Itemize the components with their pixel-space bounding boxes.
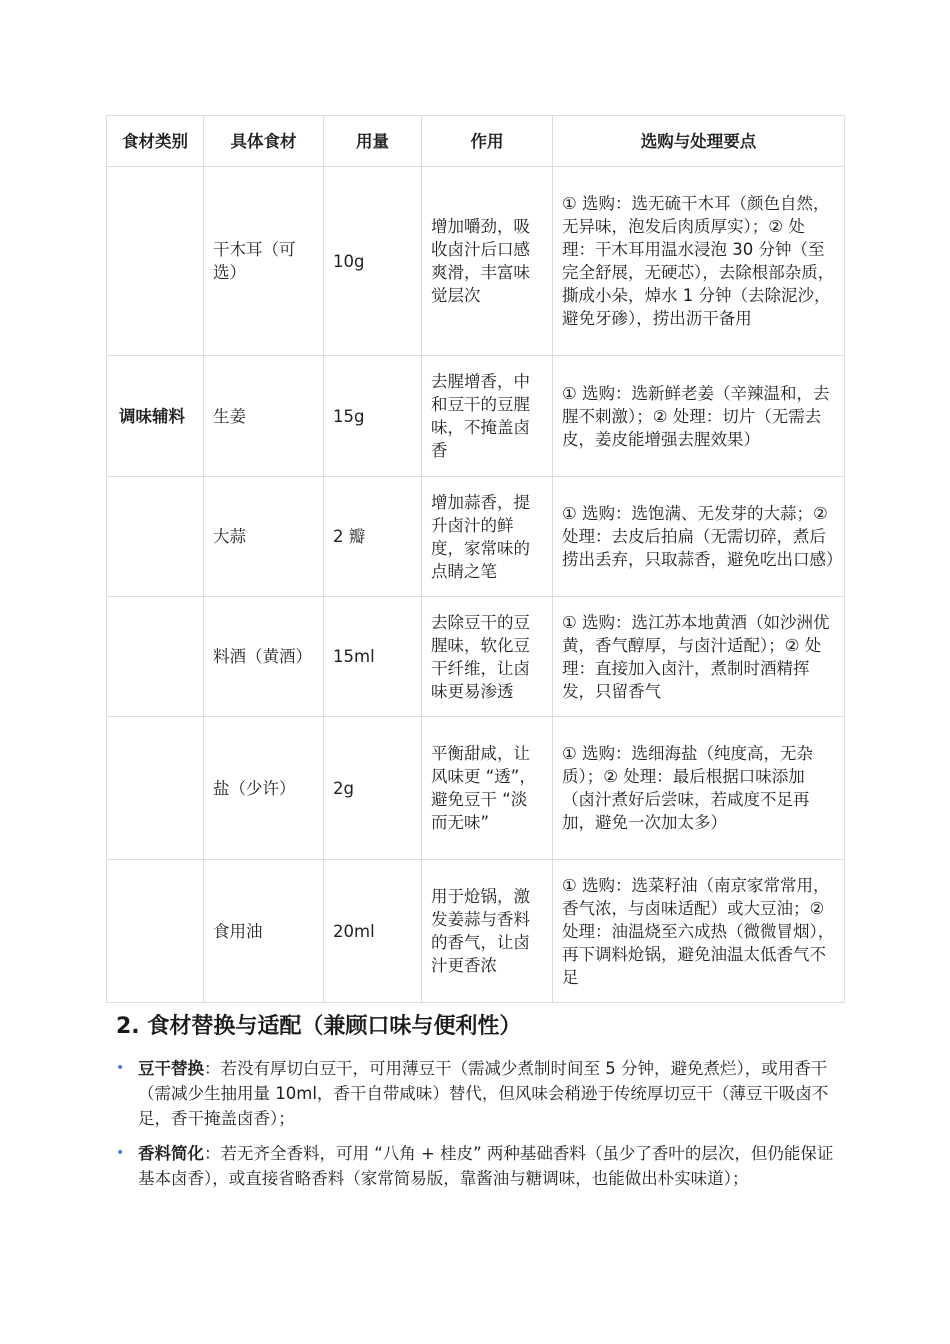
ingredient-name: 料酒（黄酒）	[204, 597, 324, 717]
table-header-row	[107, 116, 845, 167]
ingredient-tips: ① 选购：选饱满、无发芽的大蒜；② 处理：去皮后拍扁（无需切碎，煮后捞出丢弃，只取蒜香，避免吃出口感）	[553, 477, 845, 597]
ingredient-amount: 2 瓣	[324, 477, 422, 597]
header-amount: 用量	[324, 116, 422, 167]
ingredient-role: 增加嚼劲，吸收卤汁后口感爽滑，丰富味觉层次	[422, 167, 553, 356]
header-category: 食材类别	[107, 116, 204, 167]
table-row	[107, 597, 845, 717]
list-item	[114, 1056, 834, 1131]
category-cell	[107, 717, 204, 860]
ingredient-role: 用于炝锅，激发姜蒜与香料的香气，让卤汁更香浓	[422, 860, 553, 1003]
ingredient-name: 大蒜	[204, 477, 324, 597]
category-cell: 调味辅料	[107, 356, 204, 477]
table-row	[107, 477, 845, 597]
item-text: ：若没有厚切白豆干，可用薄豆干（需减少煮制时间至 5 分钟，避免煮烂），或用香干（需减少生抽用量 10ml，香干自带咸味）替代，但风味会稍逊于传统厚切豆干（薄豆干吸卤不足，香干掩盖卤香）；	[138, 1059, 829, 1128]
ingredient-role: 平衡甜咸，让风味更 “透”，避免豆干 “淡而无味”	[422, 717, 553, 860]
category-cell	[107, 597, 204, 717]
header-ingredient: 具体食材	[204, 116, 324, 167]
ingredients-table	[106, 115, 845, 1003]
item-label: 香料简化	[138, 1144, 204, 1163]
ingredient-amount: 10g	[324, 167, 422, 356]
section-heading: 2. 食材替换与适配（兼顾口味与便利性）	[116, 1014, 522, 1039]
ingredient-role: 去腥增香，中和豆干的豆腥味，不掩盖卤香	[422, 356, 553, 477]
item-text: ：若无齐全香料，可用 “八角 + 桂皮” 两种基础香料（虽少了香叶的层次，但仍能保证基本卤香），或直接省略香料（家常简易版，靠酱油与糖调味，也能做出朴实味道）；	[138, 1144, 834, 1188]
bullet-icon: •	[116, 1145, 125, 1161]
ingredient-role: 去除豆干的豆腥味，软化豆干纤维，让卤味更易渗透	[422, 597, 553, 717]
ingredient-amount: 15ml	[324, 597, 422, 717]
ingredient-tips: ① 选购：选无硫干木耳（颜色自然，无异味，泡发后肉质厚实）；② 处理：干木耳用温水浸泡 30 分钟（至完全舒展，无硬芯），去除根部杂质，撕成小朵，焯水 1 分钟（去除泥沙，避免牙碜），捞出沥干备用	[553, 167, 845, 356]
bullet-icon: •	[116, 1060, 125, 1076]
category-cell	[107, 860, 204, 1003]
ingredient-name: 盐（少许）	[204, 717, 324, 860]
substitution-list	[114, 1056, 834, 1201]
category-cell	[107, 167, 204, 356]
item-label: 豆干替换	[138, 1059, 204, 1078]
ingredient-tips: ① 选购：选菜籽油（南京家常常用，香气浓，与卤味适配）或大豆油；② 处理：油温烧至六成热（微微冒烟），再下调料炝锅，避免油温太低香气不足	[553, 860, 845, 1003]
ingredient-amount: 15g	[324, 356, 422, 477]
table-row	[107, 356, 845, 477]
ingredient-tips: ① 选购：选新鲜老姜（辛辣温和，去腥不刺激）；② 处理：切片（无需去皮，姜皮能增强去腥效果）	[553, 356, 845, 477]
table-row	[107, 717, 845, 860]
header-tips: 选购与处理要点	[553, 116, 845, 167]
table-row	[107, 167, 845, 356]
category-cell	[107, 477, 204, 597]
header-role: 作用	[422, 116, 553, 167]
ingredient-tips: ① 选购：选江苏本地黄酒（如沙洲优黄，香气醇厚，与卤汁适配）；② 处理：直接加入卤汁，煮制时酒精挥发，只留香气	[553, 597, 845, 717]
ingredient-amount: 20ml	[324, 860, 422, 1003]
ingredient-name: 干木耳（可选）	[204, 167, 324, 356]
table-row	[107, 860, 845, 1003]
ingredient-amount: 2g	[324, 717, 422, 860]
ingredient-tips: ① 选购：选细海盐（纯度高，无杂质）；② 处理：最后根据口味添加（卤汁煮好后尝味，若咸度不足再加，避免一次加太多）	[553, 717, 845, 860]
ingredient-role: 增加蒜香，提升卤汁的鲜度，家常味的点睛之笔	[422, 477, 553, 597]
list-item	[114, 1141, 834, 1191]
ingredient-name: 食用油	[204, 860, 324, 1003]
ingredient-name: 生姜	[204, 356, 324, 477]
